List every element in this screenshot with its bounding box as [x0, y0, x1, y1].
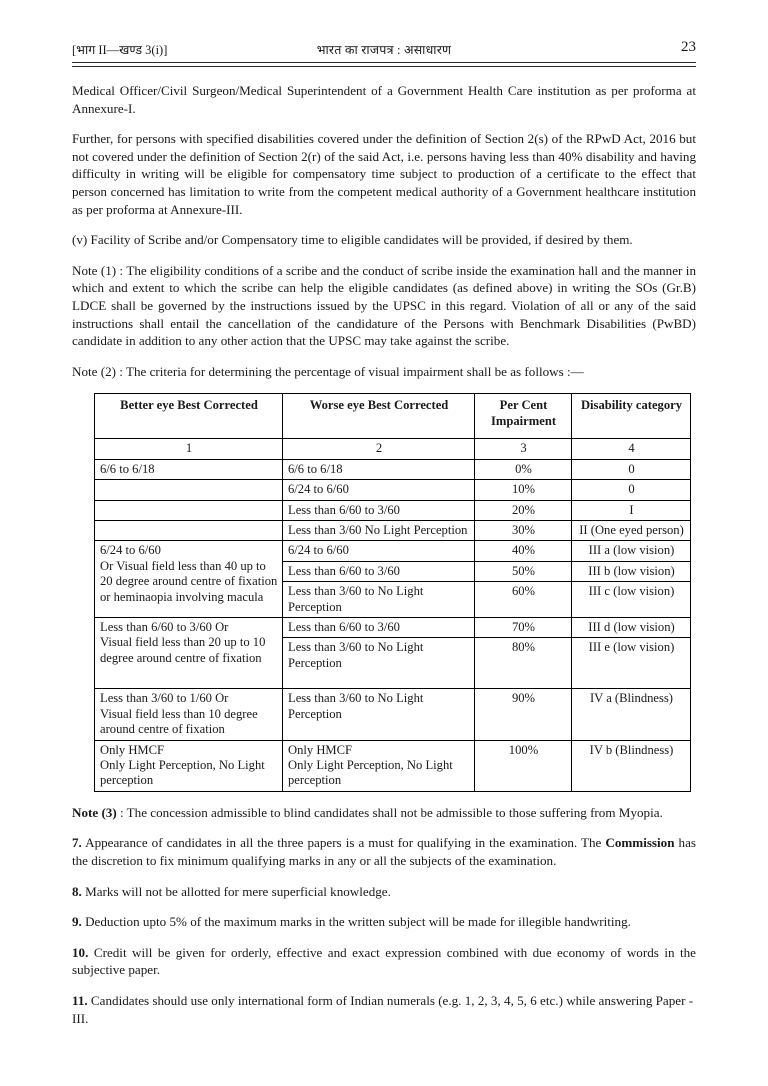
item-10-text: Credit will be given for orderly, effective and exact expression combined with due economy of words in the subjective paper. [72, 944, 696, 978]
column-number-4: 4 [572, 439, 691, 459]
paragraph-item-11 [72, 992, 696, 1027]
column-header-per-cent-impairment [475, 394, 572, 439]
cell-per-cent: 30% [475, 520, 572, 540]
cell-line: 6/24 to 6/60 [100, 543, 161, 558]
table-body [95, 439, 691, 792]
cell-category: III b (low vision) [572, 561, 691, 581]
cell-line: around centre of fixation [100, 722, 225, 737]
column-number-1: 1 [95, 439, 283, 459]
item-8-label: 8. [72, 883, 82, 899]
cell-worse-eye [283, 638, 475, 689]
header-part-label: [भाग II—खण्ड 3(i)] [72, 43, 168, 57]
cell-line: Less than 3/60 to No Light [288, 640, 424, 655]
paragraph-note-3 [72, 804, 696, 822]
cell-line: Only Light Perception, No Light [100, 758, 265, 772]
page-content [72, 40, 696, 1027]
per-cent-line1: Per Cent [499, 398, 548, 413]
paragraph-item-v: (v) Facility of Scribe and/or Compensatory time to eligible candidates will be provided, if desired by them. [72, 232, 633, 248]
header-gazette-title: भारत का राजपत्र : असाधारण [316, 43, 452, 57]
column-number-2: 2 [283, 439, 475, 459]
item-10-label: 10. [72, 944, 89, 960]
cell-line: Or Visual field less than 40 up to [100, 558, 266, 573]
per-cent-line2: Impairment [490, 414, 557, 429]
cell-category: III a (low vision) [572, 541, 691, 561]
cell-line: Less than 3/60 to No Light [288, 584, 424, 599]
cell-category: IV a (Blindness) [572, 689, 691, 740]
cell-line: perception [100, 773, 154, 788]
cell-line: degree around centre of fixation [100, 650, 262, 665]
cell-per-cent: 60% [475, 582, 572, 618]
table-row [95, 541, 691, 561]
paragraph-note-2: Note (2) : The criteria for determining the percentage of visual impairment shall be as follows :— [72, 363, 584, 379]
cell-line: Perception [288, 706, 342, 721]
cell-better-eye [95, 740, 283, 791]
cell-category: II (One eyed person) [572, 520, 691, 540]
visual-impairment-table-container [72, 393, 696, 792]
table-head [95, 394, 691, 439]
cell-per-cent: 50% [475, 561, 572, 581]
table-row [95, 740, 691, 791]
cell-worse-eye: 6/6 to 6/18 [283, 459, 475, 479]
item-9-label: 9. [72, 914, 82, 930]
cell-worse-eye: Less than 3/60 No Light Perception [283, 520, 475, 540]
item-7-text-part1: Appearance of candidates in all the three papers is a must for qualifying in the examination. The [81, 835, 606, 851]
cell-better-eye [95, 541, 283, 618]
table-row [95, 617, 691, 637]
cell-per-cent: 0% [475, 459, 572, 479]
column-header-worse-eye: Worse eye Best Corrected [283, 394, 475, 439]
cell-per-cent: 40% [475, 541, 572, 561]
cell-category: III d (low vision) [572, 617, 691, 637]
cell-per-cent: 70% [475, 617, 572, 637]
cell-worse-eye [283, 689, 475, 740]
cell-better-eye: 6/6 to 6/18 [95, 459, 283, 479]
cell-better-eye [95, 520, 283, 540]
cell-better-eye [95, 500, 283, 520]
cell-line: Less than 6/60 to 3/60 Or [100, 619, 229, 634]
table-row-column-numbers [95, 439, 691, 459]
cell-line: Visual field less than 20 up to 10 [100, 635, 266, 650]
page-number: 23 [681, 39, 696, 55]
document-body [72, 64, 696, 1027]
cell-better-eye [95, 480, 283, 500]
cell-per-cent: 10% [475, 480, 572, 500]
cell-worse-eye [283, 582, 475, 618]
cell-line: Visual field less than 10 degree [100, 706, 258, 721]
cell-category: 0 [572, 480, 691, 500]
column-header-better-eye: Better eye Best Corrected [95, 394, 283, 439]
cell-category: III c (low vision) [572, 582, 691, 618]
paragraph-item-10 [72, 944, 696, 979]
table-row [95, 459, 691, 479]
table-row [95, 520, 691, 540]
cell-line: Perception [288, 655, 342, 670]
cell-worse-eye: Less than 6/60 to 3/60 [283, 617, 475, 637]
cell-category: III e (low vision) [572, 638, 691, 689]
post-table-paragraphs [72, 804, 696, 1027]
item-7-text-part2: has the discretion to fix minimum qualifying marks in any or all the subjects of the examination. [72, 835, 696, 868]
cell-better-eye [95, 689, 283, 740]
paragraph-proforma: Medical Officer/Civil Surgeon/Medical Superintendent of a Government Health Care institution as per proforma at Annexure-I. [72, 83, 696, 116]
column-header-disability-category: Disability category [572, 394, 691, 439]
note-3-label: Note (3) [72, 804, 117, 820]
running-header [72, 40, 696, 64]
item-9-text: Deduction upto 5% of the maximum marks in the written subject will be made for illegible handwriting. [81, 914, 631, 930]
item-11-label: 11. [72, 992, 88, 1008]
header-double-rule [72, 62, 696, 67]
cell-line: Only HMCF [100, 742, 165, 757]
cell-per-cent: 90% [475, 689, 572, 740]
item-7-label: 7. [72, 835, 82, 851]
note-3-text: : The concession admissible to blind candidates shall not be admissible to those suffering from Myopia. [116, 804, 663, 820]
item-8-text: Marks will not be allotted for mere superficial knowledge. [81, 883, 391, 899]
cell-category: IV b (Blindness) [572, 740, 691, 791]
cell-line: 20 degree around centre of fixation [100, 574, 278, 589]
paragraph-note-1: Note (1) : The eligibility conditions of a scribe and the conduct of scribe inside the examination hall and the manner in which and extent to which the scribe can help the eligible candidates (as defined above) in writing the SOs (Gr.B) LDCE shall be governed by the instructions issued by the UPSC in this regard. Violation of all or any of the said instructions shall entail the cancellation of the candidature of the Persons with Benchmark Disabilities (PwBD) candidate in addition to any other action that the UPSC may take against the scribe. [72, 262, 696, 349]
cell-per-cent: 100% [475, 740, 572, 791]
cell-worse-eye: Less than 6/60 to 3/60 [283, 561, 475, 581]
cell-line: Perception [288, 599, 342, 614]
cell-line: Less than 3/60 to No Light [288, 691, 424, 706]
cell-line: perception [288, 773, 342, 788]
cell-per-cent: 20% [475, 500, 572, 520]
column-number-3: 3 [475, 439, 572, 459]
paragraph-item-8 [72, 883, 696, 901]
cell-per-cent: 80% [475, 638, 572, 689]
item-7-commission-bold: Commission [605, 835, 675, 851]
cell-worse-eye: 6/24 to 6/60 [283, 541, 475, 561]
paragraph-item-7 [72, 834, 696, 869]
cell-line: or heminaopia involving macula [100, 589, 264, 604]
cell-worse-eye: 6/24 to 6/60 [283, 480, 475, 500]
cell-line: Only HMCF [288, 742, 353, 757]
cell-line: Only Light Perception, No Light [288, 758, 453, 772]
cell-better-eye [95, 617, 283, 688]
table-row [95, 500, 691, 520]
cell-worse-eye: Less than 6/60 to 3/60 [283, 500, 475, 520]
cell-category: 0 [572, 459, 691, 479]
table-header-row [95, 394, 691, 439]
cell-worse-eye [283, 740, 475, 791]
cell-category: I [572, 500, 691, 520]
item-11-text: Candidates should use only international form of Indian numerals (e.g. 1, 2, 3, 4, 5, 6 etc.) while answering Paper - III. [72, 992, 694, 1026]
paragraph-item-9 [72, 913, 696, 931]
cell-line: Less than 3/60 to 1/60 Or [100, 691, 229, 706]
table-row [95, 689, 691, 740]
visual-impairment-table [94, 393, 691, 792]
table-row [95, 480, 691, 500]
paragraph-further: Further, for persons with specified disabilities covered under the definition of Section 2(s) of the RPwD Act, 2016 but not covered under the definition of Section 2(r) of the said Act, i.e. persons having less than 40% disability and having difficulty in writing will be eligible for compensatory time subject to production of a certificate to the effect that person concerned has limitation to write from the competent medical authority of a Government healthcare institution as per proforma at Annexure-III. [72, 131, 696, 217]
